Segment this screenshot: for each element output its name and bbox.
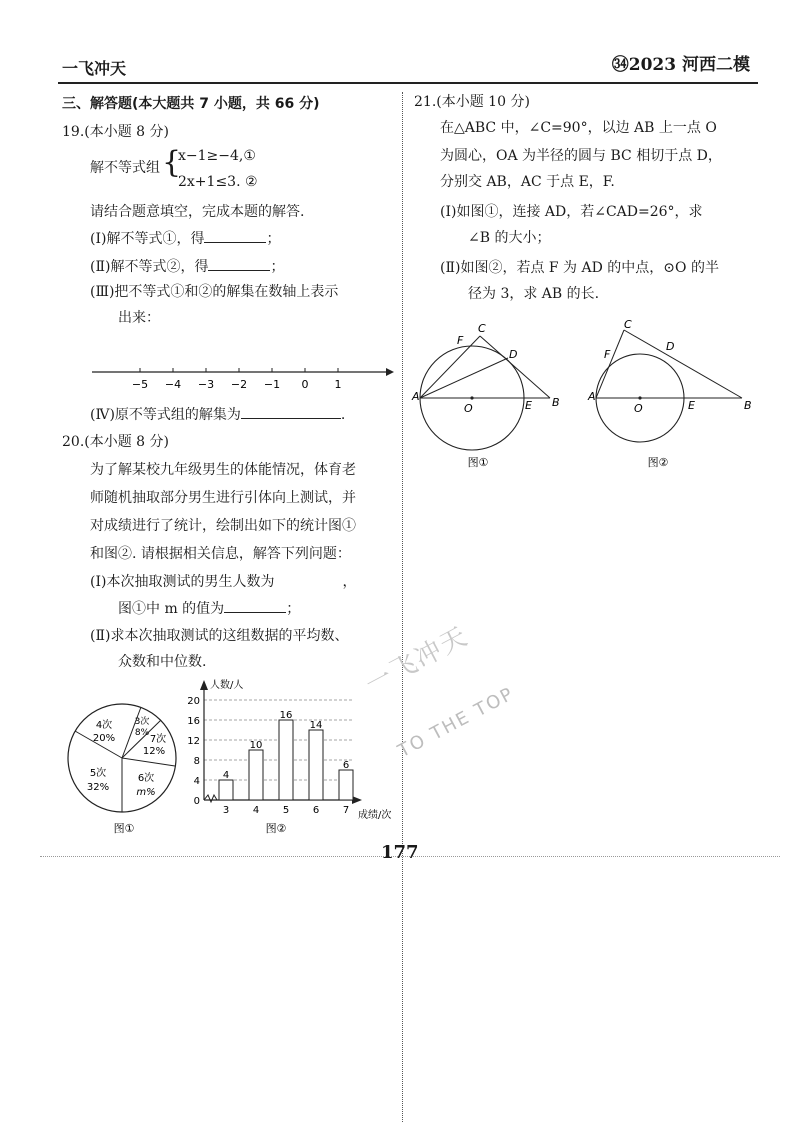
q19-part1: (Ⅰ)解不等式①，得 ； bbox=[90, 228, 280, 249]
label-f: F bbox=[604, 348, 611, 361]
bar-value-label: 6 bbox=[342, 760, 350, 771]
pie-chart bbox=[62, 700, 188, 840]
x-tick-label: 6 bbox=[312, 805, 320, 816]
q20-part1-text: (Ⅰ)本次抽取测试的男生人数为 bbox=[90, 574, 275, 590]
y-tick-label: 8 bbox=[193, 756, 200, 767]
segment-cb bbox=[480, 336, 550, 398]
watermark-text: 一飞冲天 bbox=[360, 621, 474, 701]
q21-part1-line1: (Ⅰ)如图①，连接 AD，若∠CAD=26°，求 bbox=[440, 204, 703, 220]
q19-part2-text: (Ⅱ)解不等式②，得 bbox=[90, 259, 209, 275]
q19-part3-line2: 出来： bbox=[118, 310, 160, 326]
brand-header: 一飞冲天 bbox=[62, 59, 127, 78]
q20-heading: 20.(本小题 8 分) bbox=[62, 434, 169, 450]
label-b: B bbox=[744, 399, 752, 412]
number-line-tick-label: −5 bbox=[131, 378, 149, 391]
exam-title: ㉞2023 河西二模 bbox=[611, 55, 750, 75]
q20-text-line1: 为了解某校九年级男生的体能情况，体育老 bbox=[90, 462, 356, 478]
y-tick-label: 16 bbox=[187, 716, 200, 727]
pie-label-7-name: 7次 bbox=[149, 734, 167, 745]
y-tick-label: 12 bbox=[187, 736, 200, 747]
q19-prompt: 解不等式组 bbox=[90, 160, 160, 176]
q20-text-line2: 师随机抽取部分男生进行引体向上测试，并 bbox=[90, 490, 356, 506]
bar bbox=[249, 750, 263, 800]
section-title: 三、解答题(本大题共 7 小题，共 66 分) bbox=[62, 96, 320, 112]
label-d: D bbox=[666, 340, 675, 353]
pie-label-4-pct: 20% bbox=[92, 733, 116, 744]
bar bbox=[339, 770, 353, 800]
pie-divider bbox=[122, 758, 175, 766]
label-e: E bbox=[525, 399, 532, 412]
pie-label-7-pct: 12% bbox=[142, 746, 166, 757]
figure-1-caption: 图① bbox=[467, 456, 489, 469]
q21-text-line3: 分别交 AB，AC 于点 E，F. bbox=[440, 174, 615, 190]
watermark-subtext: TO THE TOP bbox=[394, 683, 518, 762]
q19-part4: (Ⅳ)原不等式组的解集为 . bbox=[90, 404, 345, 425]
bar-chart bbox=[180, 676, 402, 842]
label-a: A bbox=[588, 390, 596, 403]
pie-label-3-pct: 8% bbox=[134, 728, 150, 738]
label-a: A bbox=[412, 390, 420, 403]
page-number: 177 bbox=[381, 842, 419, 863]
q21-heading: 21.(本小题 10 分) bbox=[414, 94, 530, 110]
label-o: O bbox=[634, 402, 643, 415]
center-point bbox=[470, 396, 473, 399]
q20-part2-line1: (Ⅱ)求本次抽取测试的这组数据的平均数、 bbox=[90, 628, 349, 644]
y-tick-label: 4 bbox=[193, 776, 200, 787]
figure-2-caption: 图② bbox=[647, 456, 669, 469]
answer-blank[interactable] bbox=[224, 598, 286, 613]
x-tick-label: 4 bbox=[252, 805, 260, 816]
pie-label-5-name: 5次 bbox=[89, 768, 107, 779]
bar-value-label: 14 bbox=[309, 720, 323, 731]
y-axis-arrow bbox=[200, 680, 208, 690]
number-line-tick-label: −2 bbox=[230, 378, 248, 391]
bar-value-label: 4 bbox=[222, 770, 230, 781]
axis-break bbox=[204, 795, 217, 802]
label-c: C bbox=[478, 322, 486, 335]
bar bbox=[309, 730, 323, 800]
q20-part1b: 图①中 m 的值为 ； bbox=[118, 598, 300, 619]
label-b: B bbox=[552, 396, 560, 409]
inequality-brace: { bbox=[162, 145, 182, 180]
q19-part2: (Ⅱ)解不等式②，得 ； bbox=[90, 256, 284, 277]
column-divider bbox=[402, 92, 403, 1122]
q20-part2-line2: 众数和中位数. bbox=[118, 654, 207, 670]
answer-blank[interactable] bbox=[241, 404, 341, 419]
label-e: E bbox=[688, 399, 695, 412]
q21-part2-line1: (Ⅱ)如图②，若点 F 为 AD 的中点，⊙O 的半 bbox=[440, 260, 719, 276]
number-line-tick-label: 1 bbox=[334, 378, 342, 391]
x-tick-label: 5 bbox=[282, 805, 290, 816]
q21-part1-line2: ∠B 的大小； bbox=[468, 230, 551, 246]
x-tick-label: 7 bbox=[342, 805, 350, 816]
q21-part2-line2: 径为 3，求 AB 的长. bbox=[468, 286, 600, 302]
pie-label-6-pct: m% bbox=[136, 787, 156, 798]
bar bbox=[279, 720, 293, 800]
center-point bbox=[638, 396, 641, 399]
q19-part4-text: (Ⅳ)原不等式组的解集为 bbox=[90, 407, 241, 423]
segment-ac bbox=[420, 336, 480, 398]
number-line-tick-label: 0 bbox=[301, 378, 309, 391]
y-axis-label: 人数/人 bbox=[210, 680, 244, 691]
pie-label-4-name: 4次 bbox=[95, 720, 113, 731]
number-line-tick-label: −3 bbox=[197, 378, 215, 391]
pie-label-3-name: 3次 bbox=[134, 717, 150, 727]
pie-label-5-pct: 32% bbox=[86, 782, 110, 793]
header-rule bbox=[58, 82, 758, 84]
geometry-figure-2 bbox=[590, 316, 770, 476]
number-line-arrow bbox=[386, 368, 394, 376]
pie-label-6-name: 6次 bbox=[137, 773, 155, 784]
q20-part1: (Ⅰ)本次抽取测试的男生人数为 ， bbox=[90, 574, 357, 590]
label-d: D bbox=[509, 348, 518, 361]
q20-part1b-text: 图①中 m 的值为 bbox=[118, 601, 225, 617]
q19-instruction: 请结合题意填空，完成本题的解答. bbox=[90, 204, 305, 220]
y-tick-label: 20 bbox=[187, 696, 200, 707]
bar bbox=[219, 780, 233, 800]
q20-text-line4: 和图②. 请根据相关信息，解答下列问题： bbox=[90, 546, 351, 562]
q21-text-line1: 在△ABC 中，∠C=90°，以边 AB 上一点 O bbox=[440, 120, 717, 136]
q20-text-line3: 对成绩进行了统计，绘制出如下的统计图① bbox=[90, 518, 356, 534]
q19-part1-text: (Ⅰ)解不等式①，得 bbox=[90, 231, 205, 247]
x-tick-label: 3 bbox=[222, 805, 230, 816]
answer-blank[interactable] bbox=[204, 228, 266, 243]
answer-blank[interactable] bbox=[208, 256, 270, 271]
bar-value-label: 10 bbox=[249, 740, 263, 751]
number-line bbox=[88, 356, 398, 396]
inequality-2: 2x+1≤3. ② bbox=[178, 174, 258, 190]
label-f: F bbox=[457, 334, 464, 347]
pie-caption: 图① bbox=[113, 822, 135, 835]
inequality-1: x−1≥−4,① bbox=[178, 148, 256, 164]
label-c: C bbox=[624, 318, 632, 331]
x-axis-label: 成绩/次 bbox=[358, 810, 392, 821]
segment-ac bbox=[596, 330, 624, 398]
q21-text-line2: 为圆心，OA 为半径的圆与 BC 相切于点 D， bbox=[440, 148, 722, 164]
q19-heading: 19.(本小题 8 分) bbox=[62, 124, 169, 140]
y-tick-label: 0 bbox=[193, 796, 200, 807]
geometry-figure-1 bbox=[410, 316, 590, 476]
bar-value-label: 16 bbox=[279, 710, 293, 721]
q19-part3-line1: (Ⅲ)把不等式①和②的解集在数轴上表示 bbox=[90, 284, 339, 300]
label-o: O bbox=[464, 402, 473, 415]
number-line-tick-label: −1 bbox=[263, 378, 281, 391]
number-line-tick-label: −4 bbox=[164, 378, 182, 391]
bar-caption: 图② bbox=[265, 822, 287, 835]
